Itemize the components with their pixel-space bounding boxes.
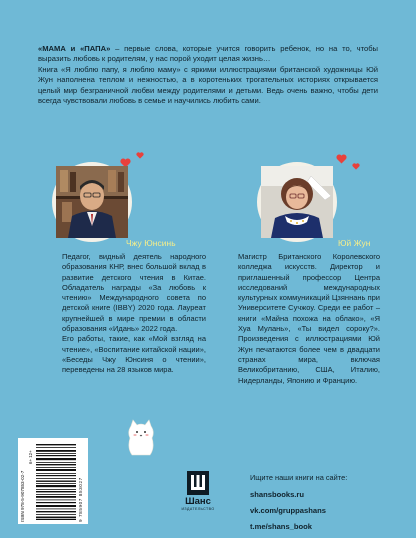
author-bio-left xyxy=(62,252,206,376)
intro-lead-bold: «МАМА и «ПАПА» xyxy=(38,44,111,53)
publisher-subtitle: ИЗДАТЕЛЬСТВО xyxy=(181,507,215,511)
intro-paragraph: Книга «Я люблю папу, я люблю маму» с яркими иллюстрациями британской художницы Юй Жун наполнена теплом и нежностью, а в коротеньких трогательных историях открывается целый мир безграничной любви между родителями и детьми. Ведь очень важно, чтобы дети всегда чувствовали любовь в семье и научились любить сами. xyxy=(38,64,378,106)
author-name-left: Чжу Юнсинь xyxy=(126,238,176,248)
author-bio-left-text: Педагог, видный деятель народного образования КНР, внес большой вклад в развитие детского чтения в Китае. Обладатель награды «За любовь к чтению» Международного совета по детской книге (IBBY) 2020 года. Лауреат крупнейшей в мире премии в области образования «Идань» 2022 года. xyxy=(62,252,206,334)
author-photo-left xyxy=(52,162,132,242)
author-name-right: Юй Жун xyxy=(338,238,371,248)
intro-text xyxy=(38,44,378,106)
link-vk[interactable]: vk.com/gruppashans xyxy=(250,506,326,515)
barcode-bars xyxy=(36,444,76,520)
age-rating: 6+ 12+ xyxy=(28,450,33,464)
publisher-logo-icon xyxy=(187,471,209,495)
heart-icon xyxy=(336,154,347,164)
barcode-digits: 9 785907 853027 xyxy=(78,477,83,522)
author-photo-right xyxy=(257,162,337,242)
link-site[interactable]: shansbooks.ru xyxy=(250,490,305,499)
author-bio-right xyxy=(238,252,380,386)
link-telegram[interactable]: t.me/shans_book xyxy=(250,522,313,531)
links-caption: Ищите наши книги на сайте: xyxy=(250,473,348,482)
author-works-left: Его работы, такие, как «Мой взгляд на чтение», «Воспитание китайской нации», «Беседы Чжу Юнсиня о чтении», переведены на 28 языков мира. xyxy=(62,334,206,375)
publisher-links xyxy=(250,473,410,538)
intro-lead xyxy=(38,44,378,65)
publisher-logo xyxy=(178,471,218,511)
heart-icon xyxy=(136,152,144,159)
isbn-text: ISBN 978-5-907853-02-7 xyxy=(20,470,25,522)
barcode xyxy=(18,438,88,524)
intro-lead-rest: – первые слова, которые учится говорить ребенок, но на то, чтобы выразить любовь к родителям, у нас порой уходит целая жизнь… xyxy=(38,44,379,64)
heart-icon xyxy=(352,163,360,170)
author-bio-right-text: Магистр Британского Королевского колледжа искусств. Директор и приглашенный профессор Центра исследований международных культурных коммуникаций Цзяннань при Университете Сучжоу. Среди ее работ – книги «Майна похожа на облако», «Я Хуа Мулань», «Ты видел сороку?». Произведения с иллюстрациями Юй Жун печатаются более чем в двадцати странах мира, включая Великобританию, США, Италию, Нидерланды, Японию и Францию. xyxy=(238,252,380,385)
cat-drawing xyxy=(125,418,157,463)
publisher-name: Шанс xyxy=(185,496,211,507)
